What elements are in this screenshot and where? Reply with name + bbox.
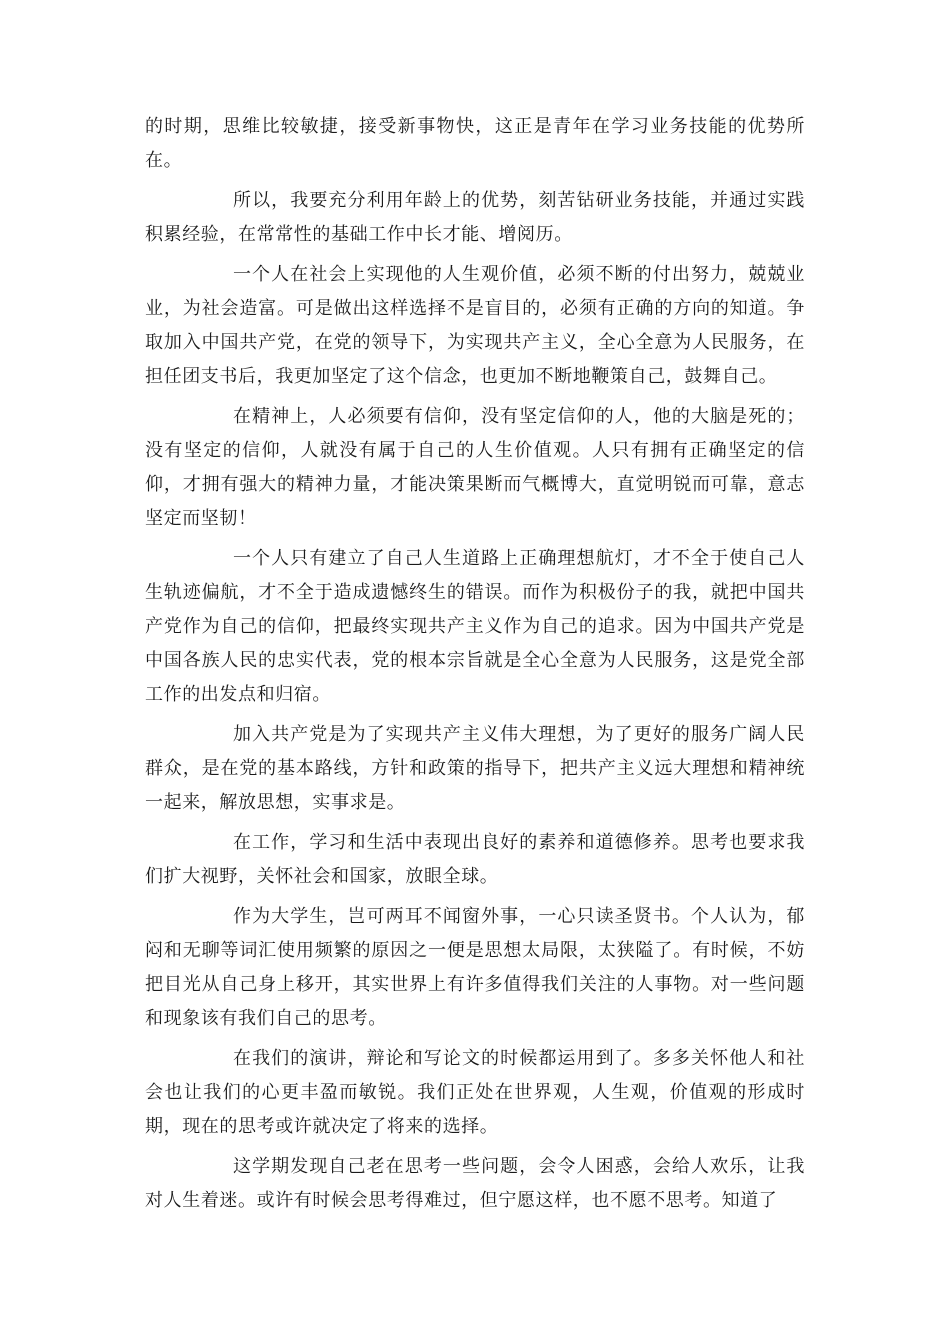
paragraph-3: 一个人在社会上实现他的人生观价值，必须不断的付出努力，兢兢业业，为社会造富。可是做出这样选择不是盲目的，必须有正确的方向的知道。争取加入中国共产党，在党的领导下，为实现共产主义，全心全意为人民服务，在担任团支书后，我更加坚定了这个信念，也更加不断地鞭策自己，鼓舞自己。 [145,264,805,387]
paragraph-7: 在工作，学习和生活中表现出良好的素养和道德修养。思考也要求我们扩大视野，关怀社会和国家，放眼全球。 [145,832,805,887]
paragraph-9: 在我们的演讲，辩论和写论文的时候都运用到了。多多关怀他人和社会也让我们的心更丰盈而敏锐。我们正处在世界观，人生观，价值观的形成时期，现在的思考或许就决定了将来的选择。 [145,1048,805,1137]
paragraph-10: 这学期发现自己老在思考一些问题，会令人困惑，会给人欢乐，让我对人生着迷。或许有时候会思考得难过，但宁愿这样，也不愿不思考。知道了 [145,1156,805,1211]
paragraph-6: 加入共产党是为了实现共产主义伟大理想，为了更好的服务广阔人民群众，是在党的基本路线，方针和政策的指导下，把共产主义远大理想和精神统一起来，解放思想，实事求是。 [145,724,805,813]
document-body [145,110,805,1224]
paragraph-5: 一个人只有建立了自己人生道路上正确理想航灯，才不全于使自己人生轨迹偏航，才不全于造成遗憾终生的错误。而作为积极份子的我，就把中国共产党作为自己的信仰，把最终实现共产主义作为自己的追求。因为中国共产党是中国各族人民的忠实代表，党的根本宗旨就是全心全意为人民服务，这是党全部工作的出发点和归宿。 [145,548,805,705]
paragraph-8: 作为大学生，岂可两耳不闻窗外事，一心只读圣贤书。个人认为，郁闷和无聊等词汇使用频繁的原因之一便是思想太局限，太狭隘了。有时候，不妨把目光从自己身上移开，其实世界上有许多值得我们关注的人事物。对一些问题和现象该有我们自己的思考。 [145,906,805,1029]
paragraph-4: 在精神上，人必须要有信仰，没有坚定信仰的人，他的大脑是死的；没有坚定的信仰，人就没有属于自己的人生价值观。人只有拥有正确坚定的信仰，才拥有强大的精神力量，才能决策果断而气概博大，直觉明锐而可靠，意志坚定而坚韧！ [145,406,805,529]
paragraph-2: 所以，我要充分利用年龄上的优势，刻苦钻研业务技能，并通过实践积累经验，在常常性的基础工作中长才能、增阅历。 [145,190,805,245]
paragraph-1: 的时期，思维比较敏捷，接受新事物快，这正是青年在学习业务技能的优势所在。 [145,116,805,171]
